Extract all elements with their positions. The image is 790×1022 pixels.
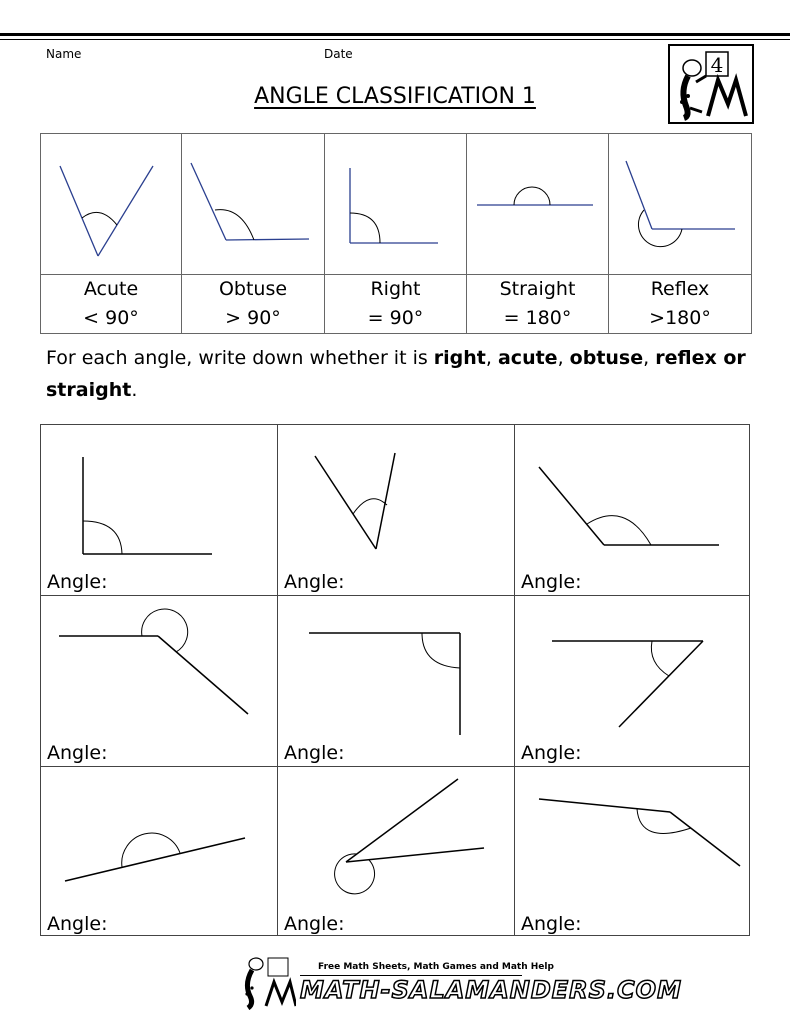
answer-label: Angle: <box>47 571 108 593</box>
reflex-diagram <box>609 134 752 275</box>
acute-diagram <box>41 134 182 275</box>
top-rule-thin <box>0 39 790 40</box>
question-7 <box>41 767 278 937</box>
answer-label: Angle: <box>521 742 582 764</box>
question-3 <box>515 425 752 595</box>
instructions: For each angle, write down whether it is right, acute, obtuse, reflex or straight. <box>46 347 746 401</box>
top-rule <box>0 33 790 36</box>
svg-text:4: 4 <box>710 53 724 77</box>
answer-label: Angle: <box>47 913 108 935</box>
angle-types-table <box>40 133 752 334</box>
right-diagram <box>325 134 467 275</box>
question-4 <box>41 596 278 766</box>
legend-acute: Acute < 90° <box>41 275 182 334</box>
answer-label: Angle: <box>284 571 345 593</box>
answer-label: Angle: <box>284 742 345 764</box>
footer-tagline: Free Math Sheets, Math Games and Math Help <box>318 962 554 972</box>
legend-straight: Straight = 180° <box>467 275 609 334</box>
answer-label: Angle: <box>47 742 108 764</box>
legend-obtuse: Obtuse > 90° <box>182 275 325 334</box>
question-8 <box>278 767 515 937</box>
straight-diagram <box>467 134 609 275</box>
page-title: ANGLE CLASSIFICATION 1 <box>254 84 536 109</box>
answer-label: Angle: <box>521 571 582 593</box>
question-9 <box>515 767 752 937</box>
answer-label: Angle: <box>521 913 582 935</box>
legend-reflex: Reflex >180° <box>609 275 752 334</box>
salamander-footer-icon <box>238 952 296 1010</box>
name-label: Name <box>46 47 82 61</box>
footer-site-name: MATH-SALAMANDERS.COM <box>300 976 682 1004</box>
salamander-logo-icon <box>668 44 754 124</box>
legend-right: Right = 90° <box>325 275 467 334</box>
obtuse-diagram <box>182 134 325 275</box>
question-1 <box>41 425 278 595</box>
answer-label: Angle: <box>284 913 345 935</box>
question-6 <box>515 596 752 766</box>
date-label: Date <box>324 47 353 61</box>
question-2 <box>278 425 515 595</box>
question-grid <box>40 424 750 936</box>
question-5 <box>278 596 515 766</box>
